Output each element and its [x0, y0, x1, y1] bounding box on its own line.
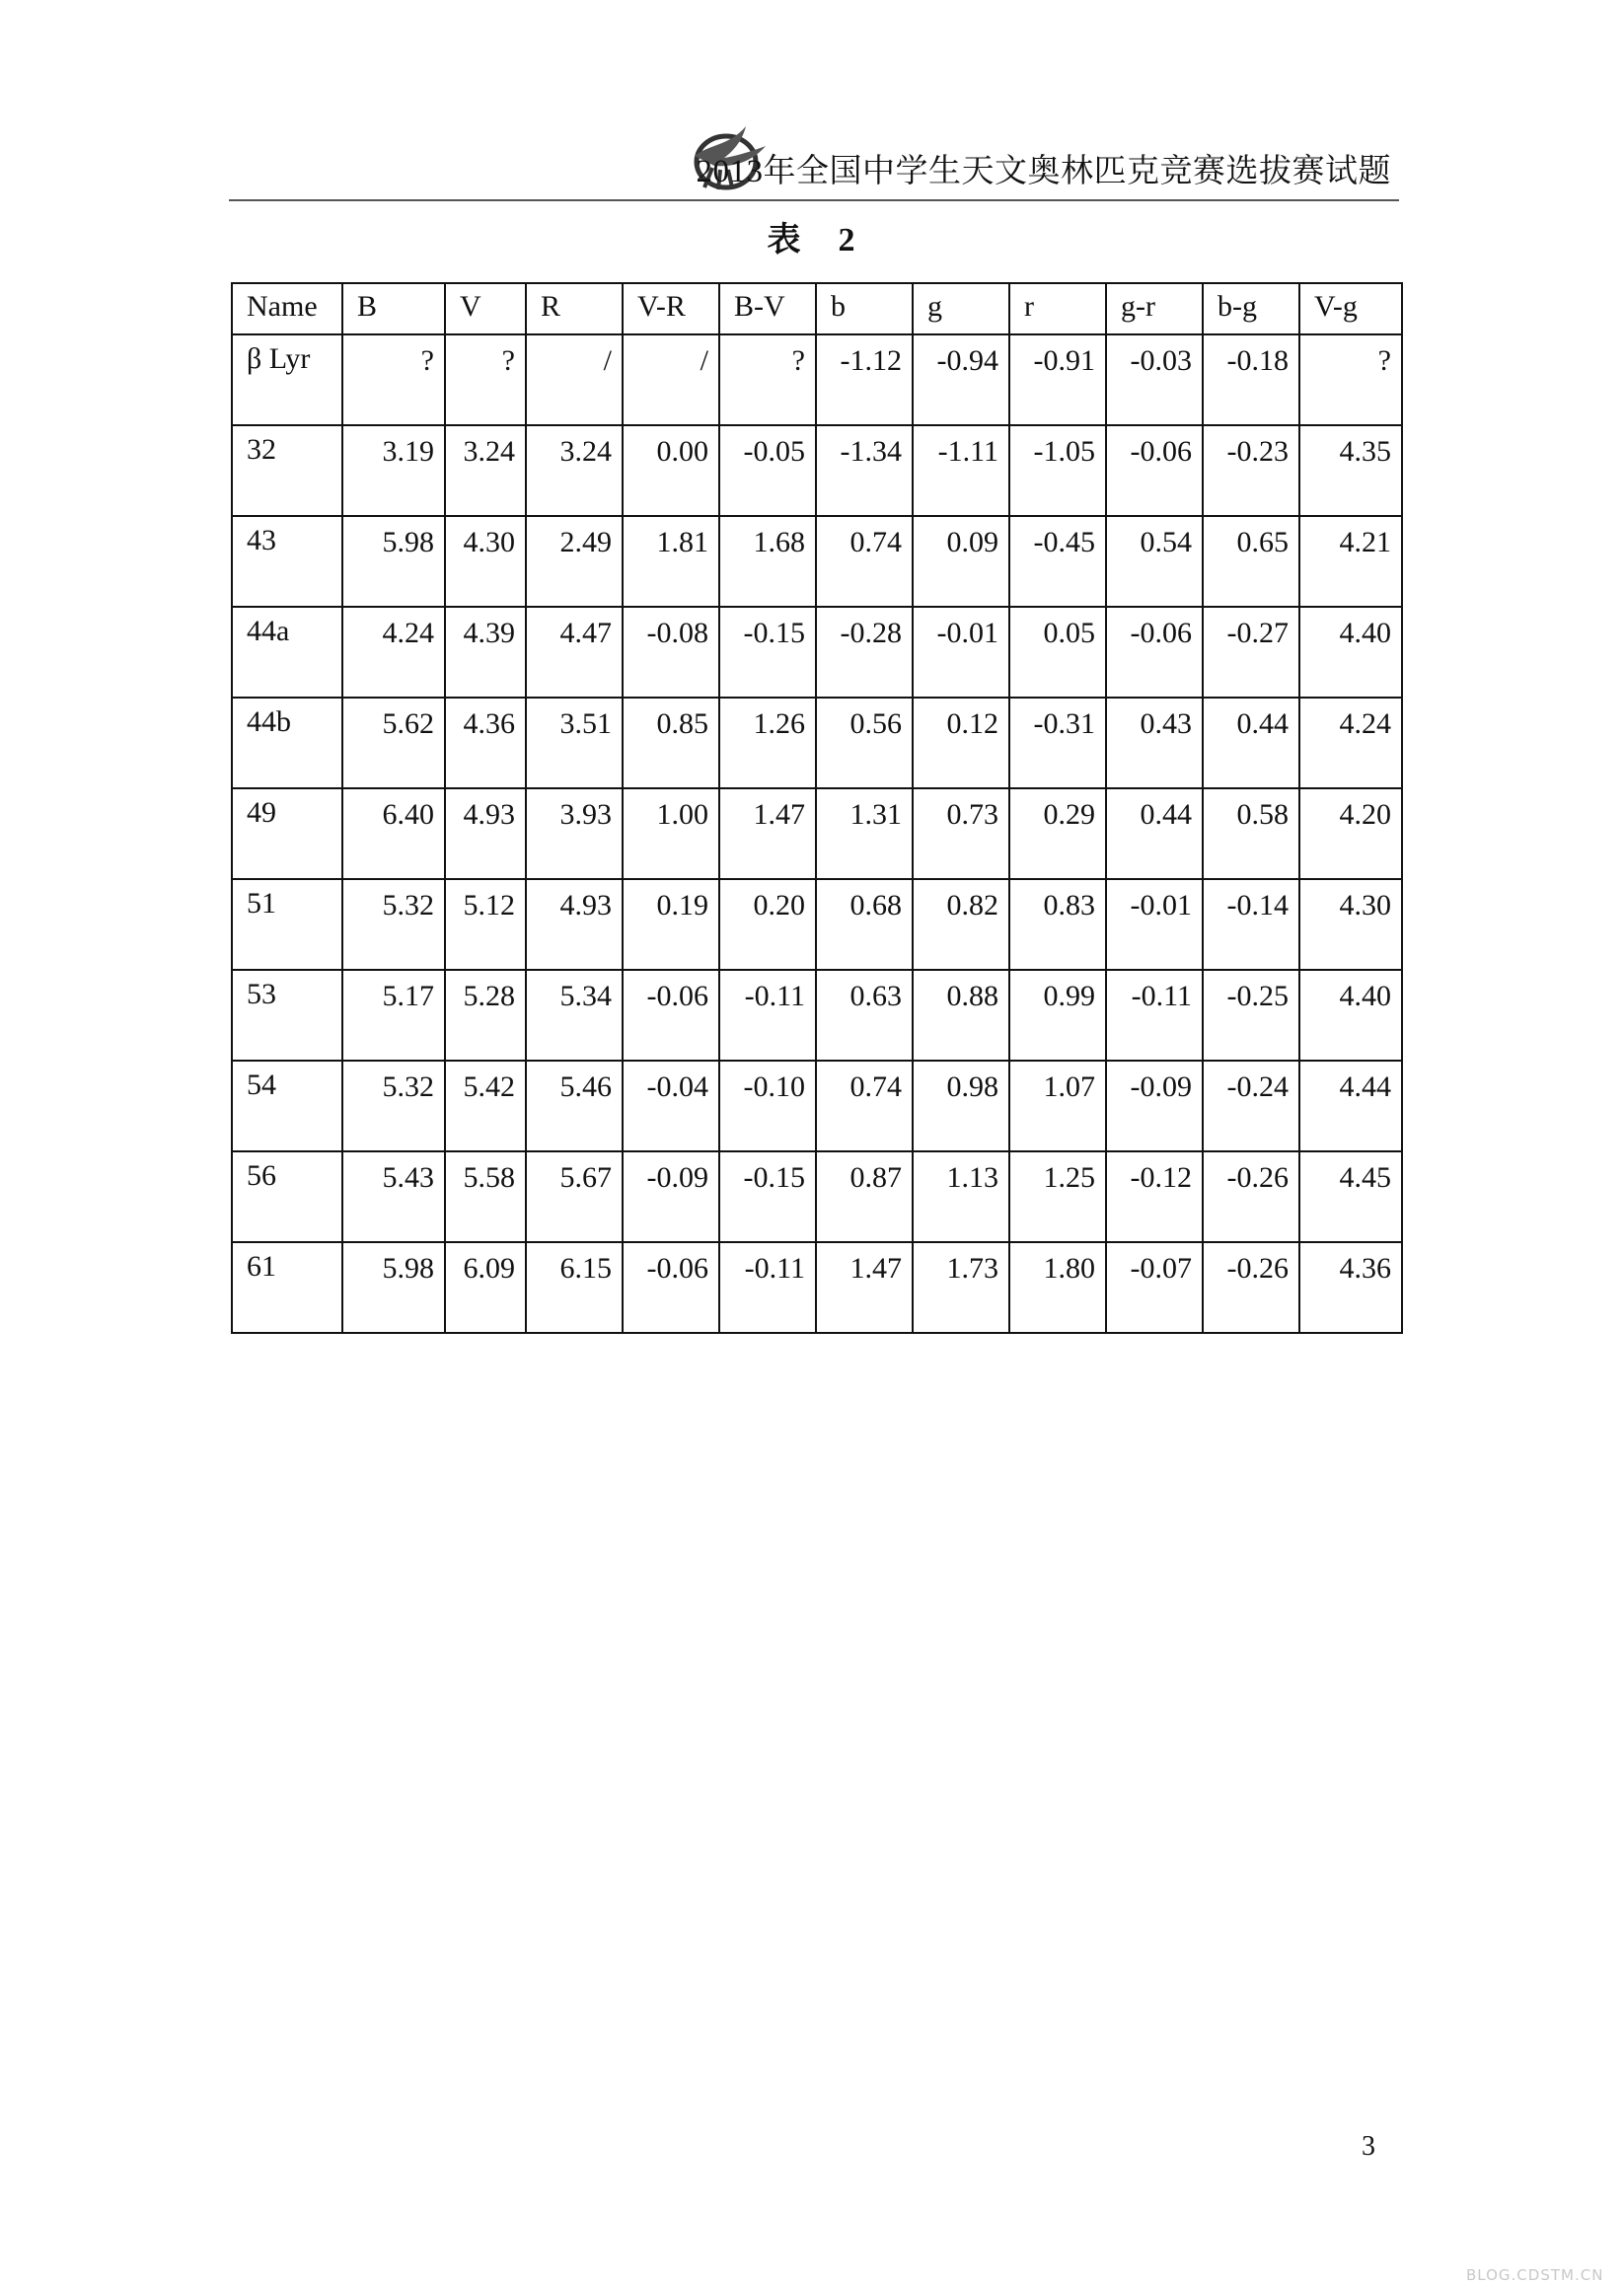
table-cell: 3.93 [526, 788, 623, 879]
table-cell: 5.43 [342, 1151, 445, 1242]
table-cell: -0.03 [1106, 334, 1203, 425]
table-cell: 5.17 [342, 970, 445, 1061]
table-cell: 0.82 [913, 879, 1009, 970]
table-cell: 4.45 [1299, 1151, 1402, 1242]
star-name-cell: 51 [232, 879, 342, 970]
star-name-cell: 53 [232, 970, 342, 1061]
watermark: BLOG.CDSTM.CN [1466, 2266, 1604, 2284]
table-cell: / [623, 334, 719, 425]
column-header: V-R [623, 283, 719, 334]
table-cell: 0.88 [913, 970, 1009, 1061]
table-cell: ? [719, 334, 816, 425]
table-row [232, 516, 1402, 607]
table-cell: 0.09 [913, 516, 1009, 607]
table-cell: -0.12 [1106, 1151, 1203, 1242]
column-header: V [445, 283, 526, 334]
table-cell: 5.28 [445, 970, 526, 1061]
table-cell: 5.32 [342, 1061, 445, 1151]
table-cell: -0.18 [1203, 334, 1299, 425]
table-row [232, 879, 1402, 970]
table-cell: 0.29 [1009, 788, 1106, 879]
table-row [232, 1061, 1402, 1151]
table-cell: -0.26 [1203, 1151, 1299, 1242]
table-cell: 0.56 [816, 698, 913, 788]
column-header: Name [232, 283, 342, 334]
table-cell: 1.68 [719, 516, 816, 607]
table-cell: 1.07 [1009, 1061, 1106, 1151]
table-cell: 4.36 [1299, 1242, 1402, 1333]
star-name-cell: 56 [232, 1151, 342, 1242]
table-cell: 4.24 [342, 607, 445, 698]
table-cell: 0.20 [719, 879, 816, 970]
table-cell: ? [445, 334, 526, 425]
table-header-row [232, 283, 1402, 334]
table-cell: -0.01 [913, 607, 1009, 698]
table-cell: -0.14 [1203, 879, 1299, 970]
table-cell: ? [1299, 334, 1402, 425]
column-header: r [1009, 283, 1106, 334]
table-cell: 5.67 [526, 1151, 623, 1242]
table-cell: 4.21 [1299, 516, 1402, 607]
table-cell: 3.24 [445, 425, 526, 516]
table-cell: -0.91 [1009, 334, 1106, 425]
table-cell: -0.06 [623, 970, 719, 1061]
table-cell: -0.28 [816, 607, 913, 698]
column-header: g-r [1106, 283, 1203, 334]
table-cell: / [526, 334, 623, 425]
photometry-table [231, 282, 1403, 1334]
star-name-cell: 49 [232, 788, 342, 879]
table-cell: -0.05 [719, 425, 816, 516]
table-cell: -0.15 [719, 607, 816, 698]
table-caption: 表 2 [767, 222, 857, 258]
table-cell: 1.81 [623, 516, 719, 607]
table-cell: 0.44 [1203, 698, 1299, 788]
table-cell: 5.32 [342, 879, 445, 970]
column-header: R [526, 283, 623, 334]
column-header: b-g [1203, 283, 1299, 334]
table-cell: 4.20 [1299, 788, 1402, 879]
table-cell: -1.05 [1009, 425, 1106, 516]
table-cell: 0.74 [816, 516, 913, 607]
star-name-cell: β Lyr [232, 334, 342, 425]
table-cell: -0.45 [1009, 516, 1106, 607]
table-cell: 0.58 [1203, 788, 1299, 879]
table-cell: 1.47 [719, 788, 816, 879]
table-cell: 5.98 [342, 1242, 445, 1333]
table-cell: -0.07 [1106, 1242, 1203, 1333]
table-cell: 0.98 [913, 1061, 1009, 1151]
table-cell: 4.40 [1299, 607, 1402, 698]
table-cell: 1.00 [623, 788, 719, 879]
table-cell: 0.00 [623, 425, 719, 516]
page-number: 3 [1362, 2131, 1375, 2162]
table-row [232, 970, 1402, 1061]
table-cell: -0.11 [1106, 970, 1203, 1061]
table-row [232, 1242, 1402, 1333]
table-cell: -0.10 [719, 1061, 816, 1151]
table-cell: -0.25 [1203, 970, 1299, 1061]
table-cell: 4.93 [445, 788, 526, 879]
star-name-cell: 44b [232, 698, 342, 788]
table-cell: -0.09 [623, 1151, 719, 1242]
table-cell: -0.94 [913, 334, 1009, 425]
table-cell: 5.58 [445, 1151, 526, 1242]
column-header: B [342, 283, 445, 334]
table-cell: 1.80 [1009, 1242, 1106, 1333]
table-cell: 0.73 [913, 788, 1009, 879]
table-cell: 4.44 [1299, 1061, 1402, 1151]
table-cell: 0.83 [1009, 879, 1106, 970]
table-cell: 4.36 [445, 698, 526, 788]
table-cell: 0.44 [1106, 788, 1203, 879]
table-cell: -0.24 [1203, 1061, 1299, 1151]
table-cell: 4.93 [526, 879, 623, 970]
table-cell: 1.13 [913, 1151, 1009, 1242]
table-row [232, 788, 1402, 879]
table-cell: 4.30 [445, 516, 526, 607]
table-cell: 4.47 [526, 607, 623, 698]
table-cell: 5.34 [526, 970, 623, 1061]
table-cell: ? [342, 334, 445, 425]
column-header: g [913, 283, 1009, 334]
table-cell: -0.01 [1106, 879, 1203, 970]
table-cell: 6.40 [342, 788, 445, 879]
table-cell: 0.65 [1203, 516, 1299, 607]
table-cell: 4.39 [445, 607, 526, 698]
table-cell: -0.26 [1203, 1242, 1299, 1333]
table-cell: -0.31 [1009, 698, 1106, 788]
table-cell: 1.73 [913, 1242, 1009, 1333]
table-cell: -0.06 [623, 1242, 719, 1333]
column-header: b [816, 283, 913, 334]
table-cell: 3.24 [526, 425, 623, 516]
table-cell: 0.54 [1106, 516, 1203, 607]
table-cell: 0.63 [816, 970, 913, 1061]
table-cell: -0.11 [719, 970, 816, 1061]
table-cell: 0.19 [623, 879, 719, 970]
table-cell: 0.99 [1009, 970, 1106, 1061]
table-cell: -0.27 [1203, 607, 1299, 698]
table-cell: 3.51 [526, 698, 623, 788]
table-cell: 4.30 [1299, 879, 1402, 970]
table-row [232, 334, 1402, 425]
table-cell: -0.11 [719, 1242, 816, 1333]
table-cell: -0.06 [1106, 425, 1203, 516]
page-header [229, 116, 1399, 201]
table-cell: 0.43 [1106, 698, 1203, 788]
star-name-cell: 32 [232, 425, 342, 516]
table-cell: -1.11 [913, 425, 1009, 516]
table-cell: 5.62 [342, 698, 445, 788]
table-cell: 6.09 [445, 1242, 526, 1333]
table-cell: -0.09 [1106, 1061, 1203, 1151]
table-cell: 3.19 [342, 425, 445, 516]
table-cell: 1.47 [816, 1242, 913, 1333]
table-cell: 5.12 [445, 879, 526, 970]
column-header: B-V [719, 283, 816, 334]
table-cell: 0.74 [816, 1061, 913, 1151]
table-cell: 4.40 [1299, 970, 1402, 1061]
table-cell: 6.15 [526, 1242, 623, 1333]
header-title: 2013年全国中学生天文奥林匹克竞赛选拔赛试题 [696, 154, 1391, 189]
table-cell: 5.98 [342, 516, 445, 607]
star-name-cell: 44a [232, 607, 342, 698]
table-row [232, 698, 1402, 788]
table-cell: -0.08 [623, 607, 719, 698]
table-row [232, 1151, 1402, 1242]
table-cell: 0.12 [913, 698, 1009, 788]
table-cell: -1.12 [816, 334, 913, 425]
table-cell: -0.23 [1203, 425, 1299, 516]
table-cell: 0.87 [816, 1151, 913, 1242]
star-name-cell: 61 [232, 1242, 342, 1333]
table-cell: 5.46 [526, 1061, 623, 1151]
table-cell: 1.31 [816, 788, 913, 879]
table-row [232, 425, 1402, 516]
table-cell: -0.15 [719, 1151, 816, 1242]
table-row [232, 607, 1402, 698]
table-cell: 4.24 [1299, 698, 1402, 788]
column-header: V-g [1299, 283, 1402, 334]
star-name-cell: 43 [232, 516, 342, 607]
table-cell: -0.06 [1106, 607, 1203, 698]
table-cell: 1.26 [719, 698, 816, 788]
table-cell: 5.42 [445, 1061, 526, 1151]
table-cell: 2.49 [526, 516, 623, 607]
table-cell: -1.34 [816, 425, 913, 516]
table-cell: 0.68 [816, 879, 913, 970]
table-cell: 0.85 [623, 698, 719, 788]
star-name-cell: 54 [232, 1061, 342, 1151]
table-cell: -0.04 [623, 1061, 719, 1151]
table-cell: 4.35 [1299, 425, 1402, 516]
table-cell: 0.05 [1009, 607, 1106, 698]
table-cell: 1.25 [1009, 1151, 1106, 1242]
